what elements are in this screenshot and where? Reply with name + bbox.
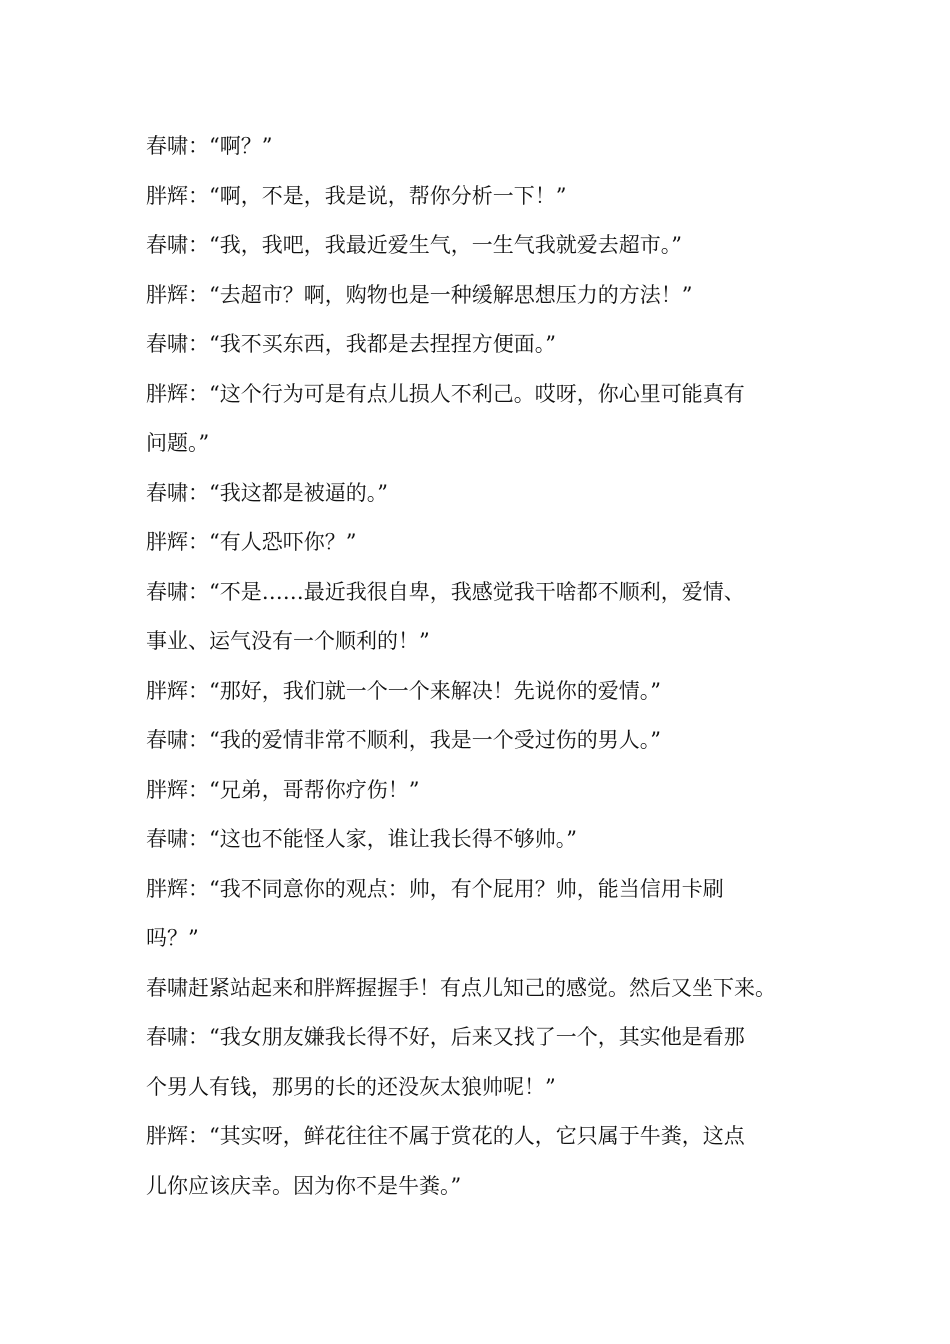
text-line: 春啸：“我，我吧，我最近爱生气，一生气我就爱去超市。”	[146, 233, 682, 257]
text-line: 事业、运气没有一个顺利的！”	[146, 629, 430, 653]
text-line: 春啸赶紧站起来和胖辉握握手！有点儿知己的感觉。然后又坐下来。	[146, 975, 776, 1000]
text-line: 胖辉：“我不同意你的观点：帅，有个屁用？帅，能当信用卡刷	[146, 876, 724, 901]
text-line: 胖辉：“这个行为可是有点儿损人不利己。哎呀，你心里可能真有	[146, 381, 745, 406]
text-line: 吗？”	[146, 926, 199, 950]
text-line: 胖辉：“兄弟，哥帮你疗伤！”	[146, 777, 420, 802]
document-page	[146, 122, 814, 1211]
text-line: 胖辉：“那好，我们就一个一个来解决！先说你的爱情。”	[146, 678, 661, 703]
text-line: 问题。”	[146, 431, 210, 455]
text-line: 胖辉：“其实呀，鲜花往往不属于赏花的人，它只属于牛粪，这点	[146, 1124, 745, 1148]
text-line: 胖辉：“啊，不是，我是说，帮你分析一下！”	[146, 183, 567, 208]
text-line: 春啸：“不是……最近我很自卑，我感觉我干啥都不顺利，爱情、	[146, 579, 745, 604]
text-line: 春啸：“我不买东西，我都是去捏捏方便面。”	[146, 332, 556, 356]
text-line: 春啸：“我的爱情非常不顺利，我是一个受过伤的男人。”	[146, 728, 661, 752]
text-line: 春啸：“啊？”	[146, 134, 273, 158]
text-line: 春啸：“我女朋友嫌我长得不好，后来又找了一个，其实他是看那	[146, 1025, 745, 1049]
text-line: 春啸：“这也不能怪人家，谁让我长得不够帅。”	[146, 827, 577, 851]
text-line: 胖辉：“有人恐吓你？”	[146, 530, 357, 554]
text-line: 胖辉：“去超市？啊，购物也是一种缓解思想压力的方法！”	[146, 282, 693, 307]
text-line: 春啸：“我这都是被逼的。”	[146, 480, 388, 505]
text-line: 个男人有钱，那男的长的还没灰太狼帅呢！”	[146, 1074, 556, 1099]
text-line: 儿你应该庆幸。因为你不是牛粪。”	[146, 1173, 462, 1198]
